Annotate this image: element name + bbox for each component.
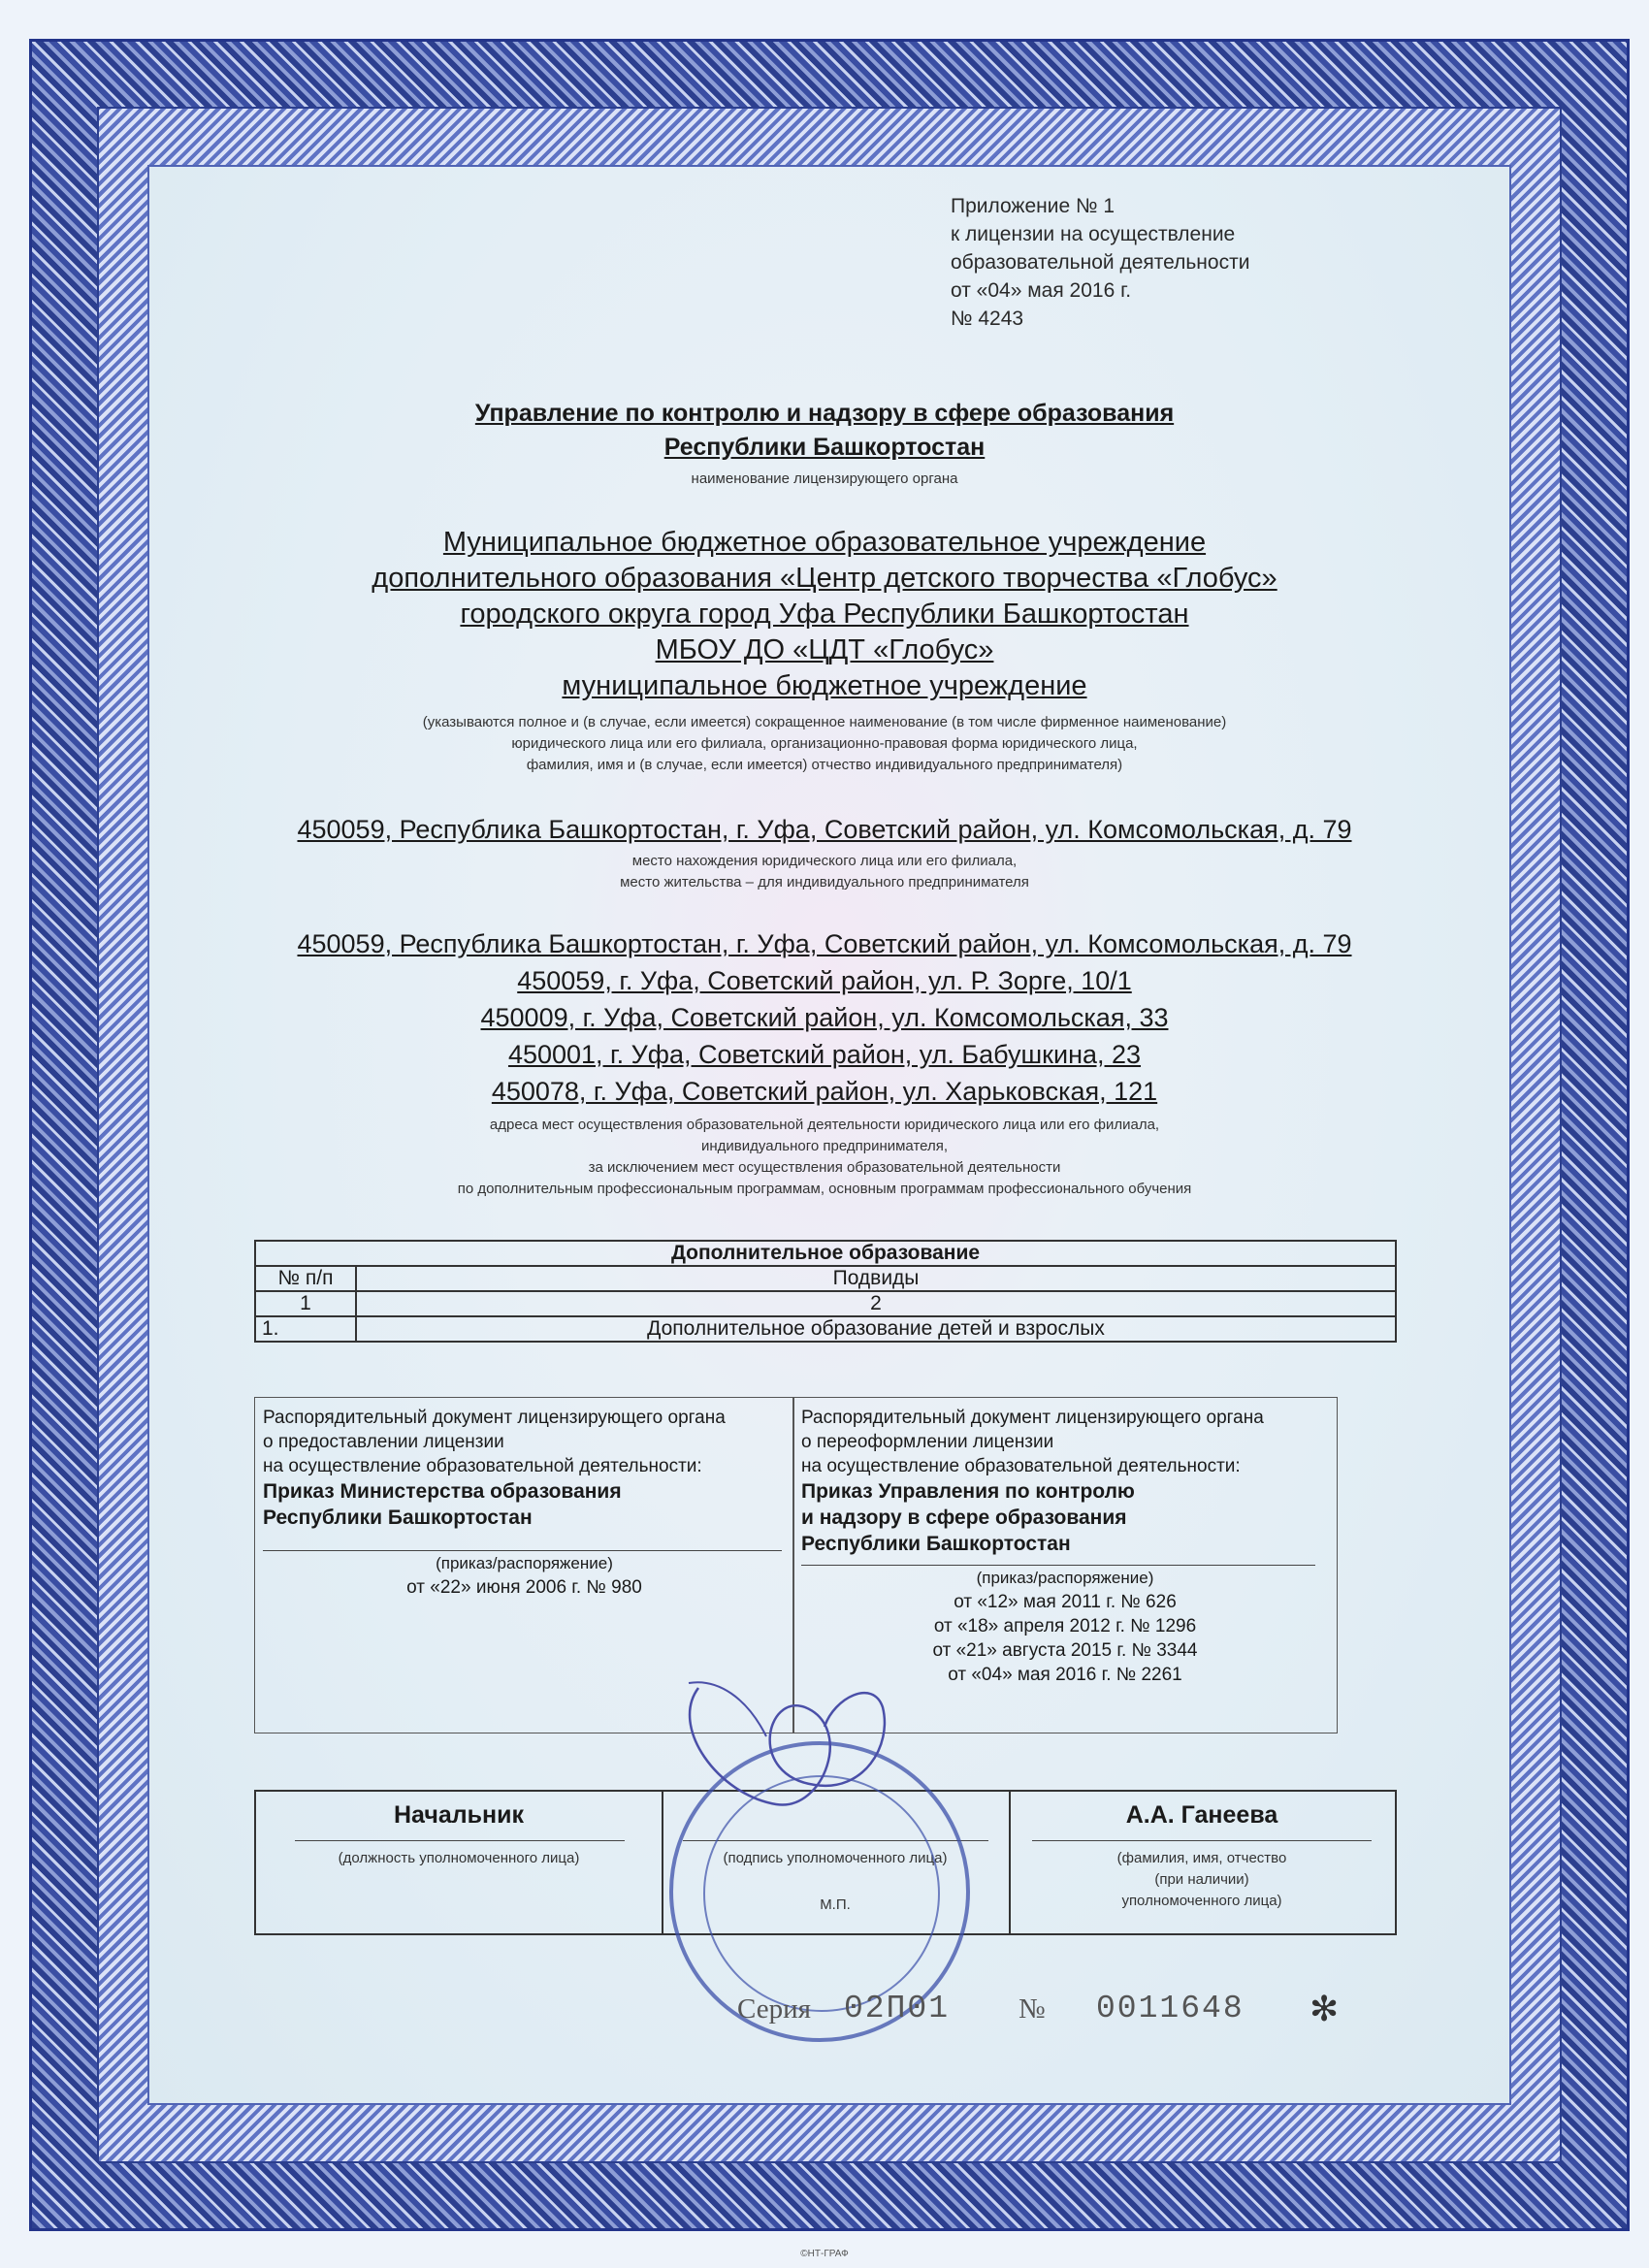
legal-address: 450059, Республика Башкортостан, г. Уфа, Советский район, ул. Комсомольская, д. 79	[297, 815, 1352, 844]
activity-address-caption: адреса мест осуществления образовательной деятельности юридического лица или его филиала,	[489, 1117, 1160, 1133]
reissue-doc-line: на осуществление образовательной деятельности:	[801, 1456, 1241, 1476]
licensee-caption: (указываются полное и (в случае, если имеется) сокращенное наименование (в том числе фирменное наименование)	[422, 714, 1227, 730]
stamp-place-mark: М.П.	[820, 1896, 851, 1913]
table-title: Дополнительное образование	[255, 1241, 1396, 1266]
grant-doc-date: от «22» июня 2006 г. № 980	[406, 1577, 642, 1598]
activity-address: 450001, г. Уфа, Советский район, ул. Бабушкина, 23	[507, 1040, 1142, 1069]
index-subtypes: 2	[356, 1291, 1396, 1316]
signer-name-caption: (фамилия, имя, отчество	[1116, 1850, 1287, 1866]
licensee-line: Муниципальное бюджетное образовательное учреждение	[442, 527, 1207, 558]
header-number: № п/п	[255, 1266, 356, 1291]
signer-position: Начальник	[394, 1801, 524, 1829]
reissue-order: Приказ Управления по контролю	[801, 1480, 1135, 1503]
reissue-order: Республики Башкортостан	[801, 1533, 1071, 1555]
printer-mark: ©НТ-ГРАФ	[800, 2249, 849, 2259]
activity-address: 450059, Республика Башкортостан, г. Уфа, Советский район, ул. Комсомольская, д. 79	[297, 929, 1352, 958]
reissue-doc-date: от «18» апреля 2012 г. № 1296	[933, 1616, 1197, 1636]
activity-address: 450078, г. Уфа, Советский район, ул. Харьковская, 121	[491, 1077, 1158, 1106]
row-number: 1.	[255, 1316, 356, 1342]
asterisk-icon: ✻	[1310, 1989, 1340, 2028]
signer-position-caption: (должность уполномоченного лица)	[338, 1850, 580, 1866]
licensee-line: городского округа город Уфа Республики Башкортостан	[460, 599, 1189, 630]
licensee-line: дополнительного образования «Центр детского творчества «Глобус»	[372, 563, 1277, 594]
signer-name-caption: (при наличии)	[1154, 1871, 1249, 1888]
licensee-caption: юридического лица или его филиала, организационно-правовая форма юридического лица,	[511, 735, 1138, 752]
appendix-line: образовательной деятельности	[951, 251, 1250, 274]
activity-address: 450059, г. Уфа, Советский район, ул. Р. Зорге, 10/1	[517, 966, 1132, 995]
activity-address-caption: по дополнительным профессиональным программам, основным программам профессионального обучения	[457, 1181, 1192, 1197]
licensee-short-name: МБОУ ДО «ЦДТ «Глобус»	[655, 634, 994, 665]
activity-address: 450009, г. Уфа, Советский район, ул. Комсомольская, 33	[480, 1003, 1169, 1032]
grant-doc-type: (приказ/распоряжение)	[436, 1554, 613, 1572]
grant-order: Приказ Министерства образования	[263, 1480, 622, 1503]
activity-address-caption: за исключением мест осуществления образовательной деятельности	[588, 1159, 1061, 1176]
reissue-doc-date: от «21» августа 2015 г. № 3344	[932, 1640, 1198, 1661]
number-label: №	[1018, 1993, 1046, 2025]
signer-name: А.А. Ганеева	[1125, 1801, 1278, 1829]
licensee-legal-form: муниципальное бюджетное учреждение	[562, 670, 1087, 701]
series-label: Серия	[737, 1993, 811, 2025]
reissue-order: и надзору в сфере образования	[801, 1507, 1127, 1529]
appendix-line: Приложение № 1	[951, 195, 1116, 217]
table-header-row	[255, 1266, 1396, 1291]
appendix-date: от «04» мая 2016 г.	[951, 279, 1132, 302]
table-title-row	[255, 1241, 1396, 1266]
series-value: 02П01	[844, 1991, 951, 2026]
header-subtypes: Подвиды	[356, 1266, 1396, 1291]
table-index-row	[255, 1291, 1396, 1316]
row-subtype: Дополнительное образование детей и взрослых	[356, 1316, 1396, 1342]
appendix-number: № 4243	[951, 308, 1024, 330]
appendix-line: к лицензии на осуществление	[951, 223, 1236, 245]
reissue-doc-type: (приказ/распоряжение)	[976, 1569, 1154, 1587]
authority-caption: наименование лицензирующего органа	[691, 470, 958, 487]
handwritten-signature	[660, 1669, 912, 1824]
index-number: 1	[255, 1291, 356, 1316]
signer-name-caption: уполномоченного лица)	[1121, 1893, 1282, 1909]
reissue-doc-line: о переоформлении лицензии	[801, 1432, 1054, 1452]
grant-doc-line: о предоставлении лицензии	[263, 1432, 504, 1452]
grant-doc-line: Распорядительный документ лицензирующего органа	[263, 1408, 726, 1428]
authority-name-line1: Управление по контролю и надзору в сфере образования	[474, 400, 1175, 427]
legal-address-caption: место нахождения юридического лица или его филиала,	[631, 853, 1018, 869]
reissue-doc-date: от «12» мая 2011 г. № 626	[954, 1592, 1177, 1612]
table-row	[255, 1316, 1396, 1342]
signature-caption: (подпись уполномоченного лица)	[723, 1850, 948, 1866]
activity-address-caption: индивидуального предпринимателя,	[700, 1138, 949, 1154]
licensee-caption: фамилия, имя и (в случае, если имеется) отчество индивидуального предпринимателя)	[526, 757, 1123, 773]
authority-name-line2: Республики Башкортостан	[663, 434, 986, 461]
grant-order: Республики Башкортостан	[263, 1507, 533, 1529]
reissue-doc-line: Распорядительный документ лицензирующего органа	[801, 1408, 1264, 1428]
education-subtypes-table	[254, 1240, 1397, 1343]
legal-address-caption: место жительства – для индивидуального предпринимателя	[620, 874, 1029, 891]
appendix-block	[951, 192, 1249, 333]
reissue-doc-date: от «04» мая 2016 г. № 2261	[948, 1665, 1182, 1685]
grant-doc-line: на осуществление образовательной деятельности:	[263, 1456, 702, 1476]
number-value: 0011648	[1096, 1991, 1245, 2026]
